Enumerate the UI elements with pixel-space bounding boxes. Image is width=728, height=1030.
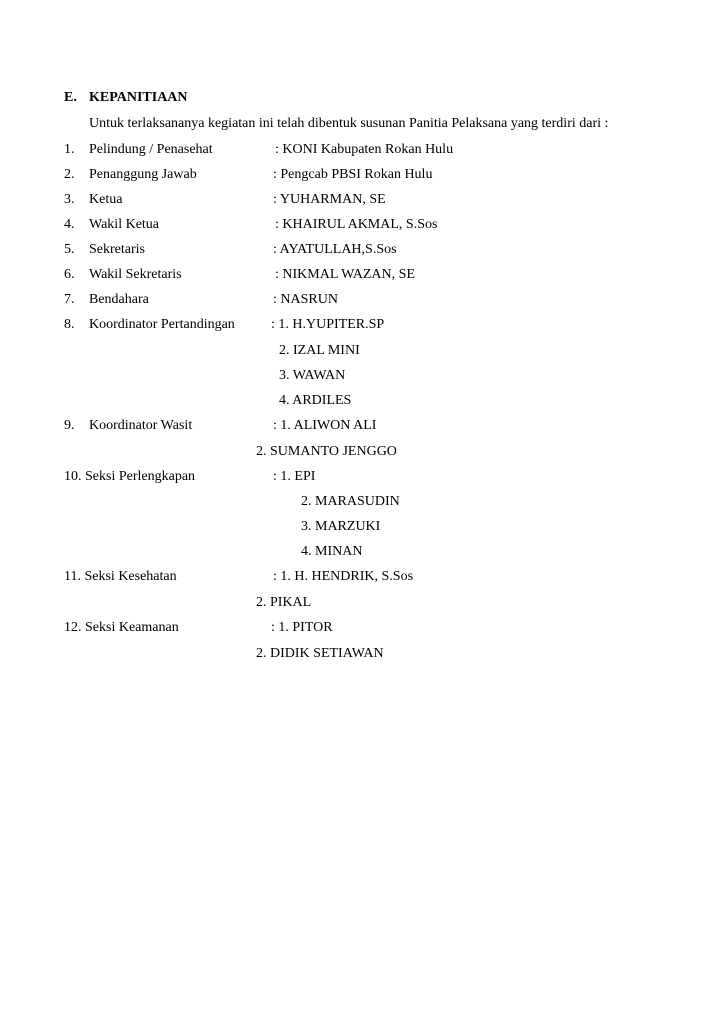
row-role: 12. Seksi Keamanan xyxy=(64,620,179,635)
row-value: : 1. ALIWON ALI xyxy=(273,418,377,433)
row-number: 4. xyxy=(64,217,75,232)
row-number: 3. xyxy=(64,192,75,207)
row-value: : 1. PITOR xyxy=(271,620,333,635)
section-letter: E. xyxy=(64,90,77,105)
row-value: 2. MARASUDIN xyxy=(301,494,400,509)
row-role: Sekretaris xyxy=(89,242,145,257)
row-value: : 1. EPI xyxy=(273,469,316,484)
row-value: : 1. H.YUPITER.SP xyxy=(271,317,385,332)
row-value: 4. ARDILES xyxy=(279,393,352,408)
row-value: : 1. H. HENDRIK, S.Sos xyxy=(273,569,414,584)
row-value: 3. MARZUKI xyxy=(301,519,381,534)
row-role: 10. Seksi Perlengkapan xyxy=(64,469,196,484)
row-value: : NIKMAL WAZAN, SE xyxy=(275,267,415,282)
row-role: Wakil Ketua xyxy=(89,217,160,232)
row-number: 5. xyxy=(64,242,75,257)
row-role: Koordinator Wasit xyxy=(89,418,193,433)
row-value: : KONI Kabupaten Rokan Hulu xyxy=(275,142,454,157)
row-role: Wakil Sekretaris xyxy=(89,267,182,282)
intro-text: Untuk terlaksananya kegiatan ini telah dibentuk susunan Panitia Pelaksana yang terdiri dari : xyxy=(89,116,609,131)
row-number: 1. xyxy=(64,142,75,157)
row-value: : AYATULLAH,S.Sos xyxy=(273,242,397,257)
row-number: 2. xyxy=(64,167,75,182)
row-value: 2. PIKAL xyxy=(256,595,312,610)
row-role: Penanggung Jawab xyxy=(89,167,197,182)
row-role: Bendahara xyxy=(89,292,149,307)
row-value: 2. IZAL MINI xyxy=(279,343,360,358)
row-value: 3. WAWAN xyxy=(279,368,346,383)
section-title: KEPANITIAAN xyxy=(89,90,188,105)
row-value: 2. DIDIK SETIAWAN xyxy=(256,646,384,661)
row-value: : NASRUN xyxy=(273,292,338,307)
row-role: Koordinator Pertandingan xyxy=(89,317,235,332)
row-number: 6. xyxy=(64,267,75,282)
row-value: 4. MINAN xyxy=(301,544,363,559)
row-value: : YUHARMAN, SE xyxy=(273,192,386,207)
row-value: : Pengcab PBSI Rokan Hulu xyxy=(273,167,433,182)
row-role: Ketua xyxy=(89,192,123,207)
row-role: 11. Seksi Kesehatan xyxy=(64,569,177,584)
row-number: 7. xyxy=(64,292,75,307)
row-number: 9. xyxy=(64,418,75,433)
row-role: Pelindung / Penasehat xyxy=(89,142,213,157)
row-value: : KHAIRUL AKMAL, S.Sos xyxy=(275,217,438,232)
row-value: 2. SUMANTO JENGGO xyxy=(256,444,397,459)
row-number: 8. xyxy=(64,317,75,332)
